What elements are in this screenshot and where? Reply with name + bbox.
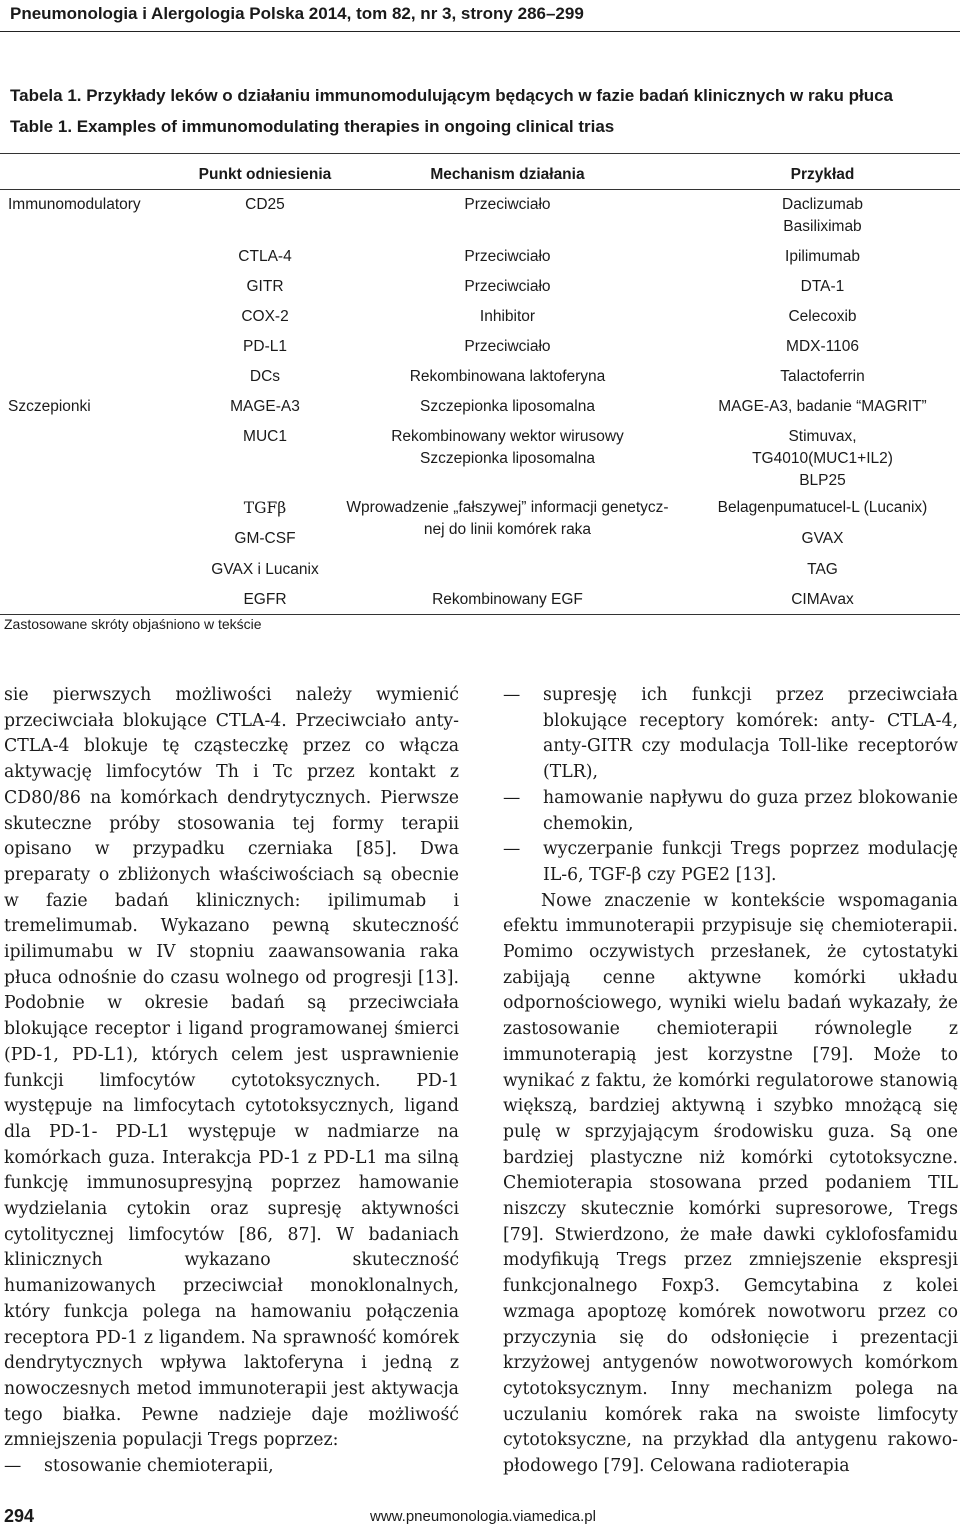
body-paragraph: sie pierwszych możliwości należy wymienić przeciwciała blokujące CTLA-4. Przeciwciało anty- CTLA-4 blokuje tę cząsteczkę przez co włącza aktywację limfocytów Th i Tc przez kontakt z CD80/86 na komórkach dendrytycznych. Pierwsze skuteczne próby stosowania tej formy terapii opisano w przypadku czerniaka [85]. Dwa preparaty o zbliżonych właściwościach są obecnie w fazie badań klinicznych: ipilimumab i tremelimumab. Wykazano pewną skuteczność ipilimumabu w IV stopniu zaawansowania raka płuca odnośnie do czasu wolnego od progresji [13]. Podobnie w okresie badań są przeciwciała blokujące receptor i ligand programowanej śmierci (PD-1, PD-L1), których celem jest usprawnienie funkcji limfocytów cytotoksycznych. PD-1 występuje na limfocytach cytotoksycznych, ligand dla PD-1- PD-L1 występuje w nadmiarze na komórkach guza. Interakcja PD-1 z PD-L1 ma silną funkcję immunosupresyjną poprzez hamowanie wydzielania cytokin oraz supresję aktywności cytolitycznej limfocytów [86, 87]. W badaniach klinicznych wykazano skuteczność humanizowanych przeciwciał monoklonalnych, który funkcja polega na hamowaniu połączenia receptora PD-1 z ligandem. Na sprawność komórek dendrytycznych wpływa laktoferyna i jedną z nowoczesnych metod immunoterapii jest aktywacja tego białka. Pewne nadzieje daje możliwość zmniejszenia populacji Tregs poprzez: — [4, 685, 459, 1451]
table-cell-example: Ipilimumab — [785, 248, 860, 265]
table-cell-target: MUC1 — [243, 428, 287, 445]
list-item — [503, 786, 958, 837]
table-cell-example: DTA-1 — [800, 278, 845, 295]
table-cell-mechanism: Szczepionka liposomalna — [420, 450, 595, 467]
table-cell-example: MDX-1106 — [786, 338, 859, 355]
table-cell-example: Basiliximab — [783, 218, 862, 235]
table-cell-target: EGFR — [243, 591, 287, 608]
table-cell-target: TGFβ — [243, 499, 287, 517]
table-cell-target: GM-CSF — [234, 530, 296, 547]
dash-bullet: — — [503, 839, 521, 860]
list-item — [503, 683, 958, 786]
column-header-target: Punkt odniesienia — [198, 166, 332, 183]
body-column-left — [4, 683, 459, 1480]
table-cell-target: PD-L1 — [243, 338, 287, 355]
table-cell-target: GVAX i Lucanix — [211, 561, 319, 578]
table-cell-target: COX-2 — [241, 308, 289, 325]
table-cell-mechanism: Przeciwciało — [464, 338, 551, 355]
table-cell-example: Celecoxib — [788, 308, 857, 325]
table-cell-example: MAGE-A3, badanie “MAGRIT” — [718, 398, 927, 415]
table-cell-example: Belagenpumatucel-L (Lucanix) — [717, 499, 928, 516]
body-column-right — [503, 683, 958, 1480]
table-cell-mechanism: Przeciwciało — [464, 196, 551, 213]
table-cell-mechanism: Rekombinowana laktoferyna — [409, 368, 606, 385]
table-cell-mechanism: Przeciwciało — [464, 278, 551, 295]
table-caption-english: Table 1. Examples of immunomodulating therapies in ongoing clinical trias — [10, 117, 615, 136]
page-number: 294 — [4, 1506, 35, 1526]
table-cell-target: CD25 — [245, 196, 285, 213]
list-item — [503, 837, 958, 888]
table-cell-category: Immunomodulatory — [8, 196, 141, 213]
table-cell-example: GVAX — [801, 530, 844, 547]
table-caption-polish: Tabela 1. Przykłady leków o działaniu immunomodulującym będących w fazie badań klinicznych w raku płuca — [10, 86, 893, 105]
dash-bullet: — — [503, 787, 521, 808]
table-cell-target: MAGE-A3 — [230, 398, 300, 415]
body-paragraph: Nowe znaczenie w kontekście wspomagania efektu immunoterapii przypisuje się chemioterapii. Pomimo oczywistych przesłanek, że cytostatyki zabijają cenne aktywne komórki układu odpornościowego, wyniki wielu badań wykazały, że zastosowanie chemioterapii równolegle z immunoterapią jest korzystne [79]. Może to wynikać z faktu, że komórki regulatorowe stanowią większą, bardziej aktywną i szybko mnożącą się pulę w sprzyjającym środowisku guza. Są one bardziej plastyczne niż komórki cytotoksyczne. Chemioterapia stosowana przed podaniem TIL niszczy skutecznie komórki supresorowe, Tregs [79]. Stwierdzono, że małe dawki cyklofosfamidu modyfikują Tregs przez zmniejszenie ekspresji funkcjonalnego Foxp3. Gemcytabina z kolei wzmaga apoptozę komórek nowotworu przez co przyczynia się do odsłonięcie i prezentacji krzyżowej antygenów nowotworowych komórkom cytotoksycznym. Inny mechanizm polega na uczulaniu komórek raka na swoiste limfocyty cytotoksyczne, na przykład dla antygenu rakowo-płodowego [79]. Celowana radioterapia — [503, 890, 958, 1477]
running-header: Pneumonologia i Alergologia Polska 2014, tom 82, nr 3, strony 286–299 — [10, 4, 584, 23]
table-cell-mechanism: Wprowadzenie „fałszywej” informacji genetycz- — [346, 499, 669, 516]
table-cell-category: Szczepionki — [8, 398, 91, 415]
table-bottom-rule — [0, 614, 960, 615]
table-cell-mechanism: nej do linii komórek raka — [423, 521, 592, 538]
table-cell-example: TG4010(MUC1+IL2) — [752, 450, 893, 467]
column-header-example: Przykład — [790, 166, 855, 183]
table-cell-target: DCs — [249, 368, 281, 385]
list-item-text: wyczerpanie funkcji Tregs poprzez modulację IL-6, TGF-β czy PGE2 [13]. — [543, 839, 958, 885]
dash-bullet: — — [503, 685, 521, 705]
list-item-text: supresję ich funkcji przez przeciwciała blokujące receptory komórek: anty- CTLA-4, anty-GITR czy modulacja Toll-like receptorów (TLR), — [543, 685, 958, 783]
table-cell-example: Daclizumab — [782, 196, 863, 213]
table-cell-mechanism: Szczepionka liposomalna — [420, 398, 595, 415]
table-cell-target: CTLA-4 — [238, 248, 292, 265]
table-top-rule — [0, 153, 960, 154]
table-cell-example: Talactoferrin — [780, 368, 865, 385]
table-cell-example: Stimuvax, — [788, 428, 857, 445]
list-item — [4, 1454, 459, 1480]
table-footnote: Zastosowane skróty objaśniono w tekście — [4, 616, 262, 632]
column-header-mechanism: Mechanism działania — [430, 166, 585, 183]
table-cell-example: CIMAvax — [791, 591, 854, 608]
header-rule — [0, 31, 960, 32]
table-header-rule — [0, 189, 960, 190]
table-cell-mechanism: Rekombinowany wektor wirusowy — [391, 428, 624, 445]
table-cell-example: BLP25 — [799, 472, 846, 489]
list-item-text: stosowanie chemioterapii, — [44, 1456, 274, 1477]
table-cell-target: GITR — [246, 278, 284, 295]
table-cell-example: TAG — [807, 561, 838, 578]
table-cell-mechanism: Przeciwciało — [464, 248, 551, 265]
dash-bullet: — — [4, 1456, 22, 1477]
table-cell-mechanism: Rekombinowany EGF — [432, 591, 583, 608]
footer-url[interactable]: www.pneumonologia.viamedica.pl — [370, 1508, 596, 1525]
table-cell-mechanism: Inhibitor — [479, 308, 536, 325]
list-item-text: hamowanie napływu do guza przez blokowanie chemokin, — [543, 787, 958, 834]
